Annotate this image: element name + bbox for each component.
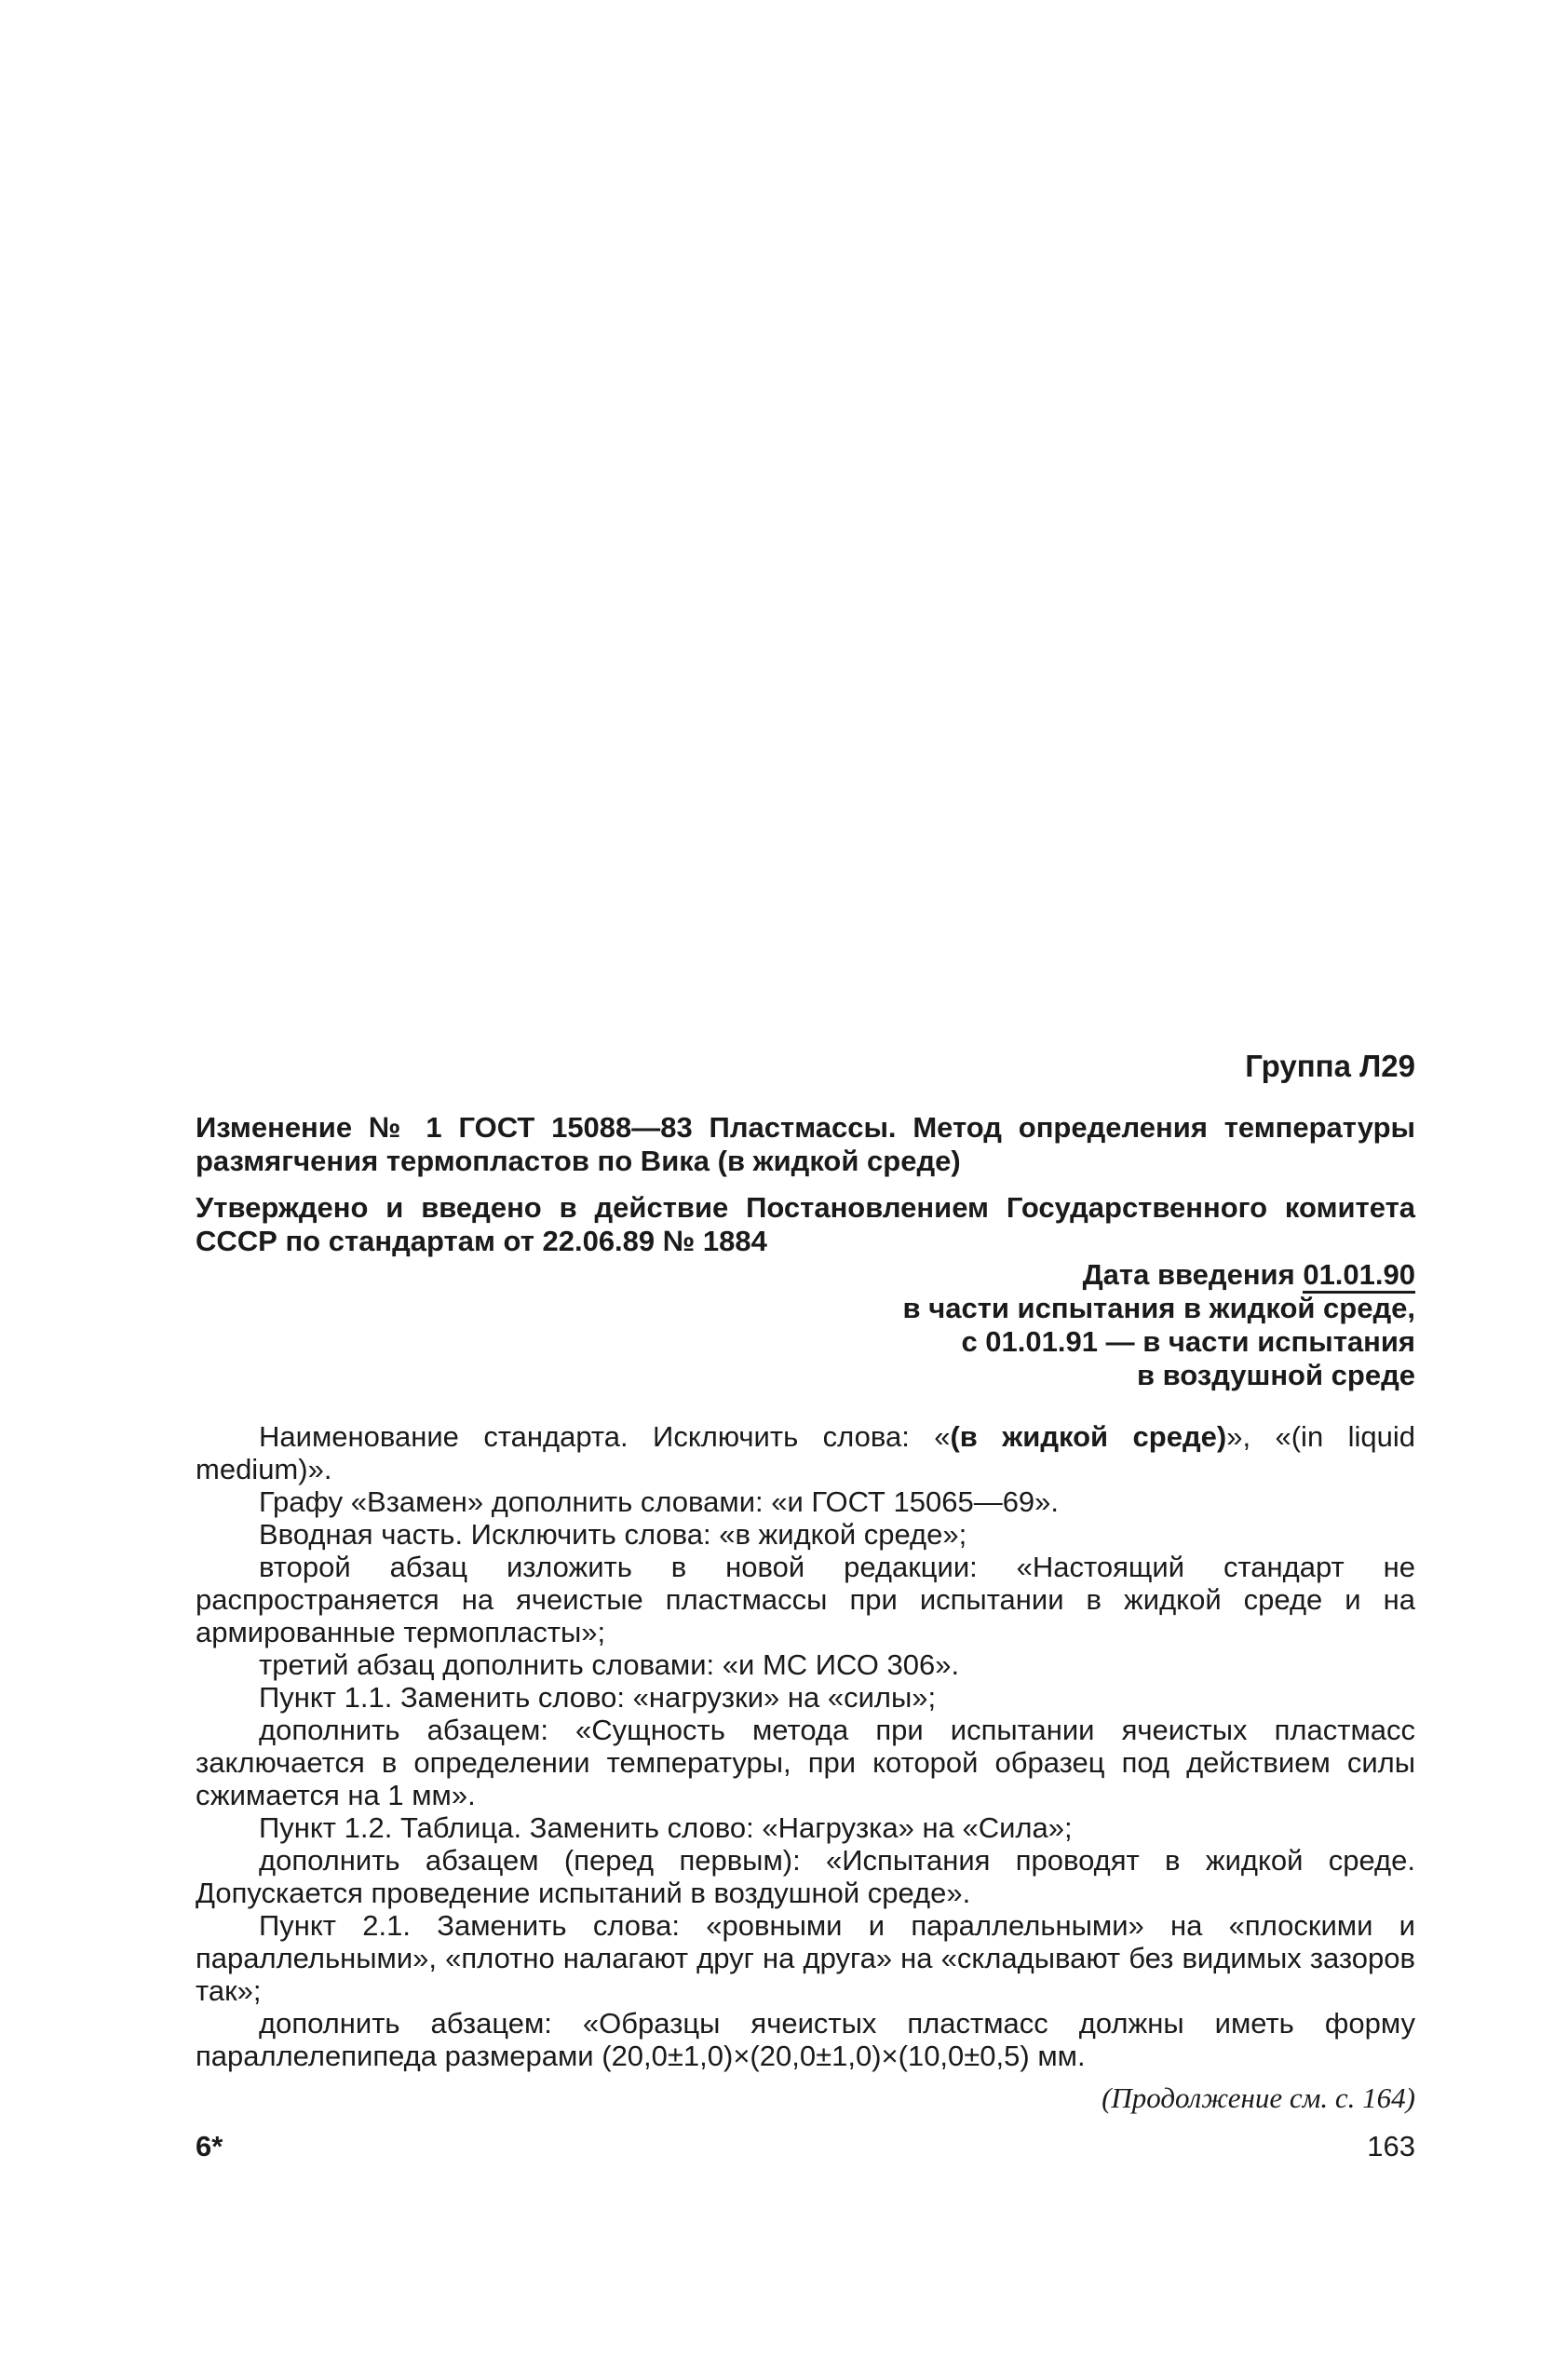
paragraph-clause-2-1-addition: дополнить абзацем: «Образцы ячеистых пластмасс должны иметь форму параллелепипеда размерами (20,0±1,0)×(20,0±1,0)×(10,0±0,5) мм. <box>196 2007 1415 2072</box>
amendment-body <box>196 1420 1415 2072</box>
paragraph-clause-2-1: Пункт 2.1. Заменить слова: «ровными и параллельными» на «плоскими и параллельными», «плотно налагают друг на друга» на «складывают без видимых зазоров так»; <box>196 1909 1415 2007</box>
approval-statement: Утверждено и введено в действие Постановлением Государственного комитета СССР по стандартам от 22.06.89 № 1884 <box>196 1191 1415 1257</box>
signature-mark: 6* <box>196 2130 223 2162</box>
paragraph-clause-1-1-addition: дополнить абзацем: «Сущность метода при испытании ячеистых пластмасс заключается в определении температуры, при которой образец под действием силы сжимается на 1 мм». <box>196 1714 1415 1811</box>
paragraph-text: Наименование стандарта. Исключить слова: « <box>259 1420 951 1453</box>
paragraph-clause-1-1: Пункт 1.1. Заменить слово: «нагрузки» на «силы»; <box>259 1681 937 1714</box>
document-page <box>196 1048 1415 2163</box>
effective-date-value: 01.01.90 <box>1303 1258 1415 1294</box>
paragraph-intro: Вводная часть. Исключить слова: «в жидкой среде»; <box>259 1518 967 1551</box>
paragraph-bold-text: (в жидкой среде) <box>950 1420 1227 1453</box>
paragraph-third-abstract: третий абзац дополнить словами: «и МС ИСО 306». <box>259 1648 960 1681</box>
group-code: Группа Л29 <box>1245 1049 1415 1083</box>
effective-date-note-1: в части испытания в жидкой среде, <box>902 1292 1415 1324</box>
paragraph-replaces: Графу «Взамен» дополнить словами: «и ГОСТ 15065—69». <box>259 1485 1060 1518</box>
page-number: 163 <box>1367 2130 1415 2162</box>
amendment-title: Изменение № 1 ГОСТ 15088—83 Пластмассы. Метод определения температуры размягчения термопластов по Вика (в жидкой среде) <box>196 1111 1415 1177</box>
effective-date-label: Дата введения <box>1082 1258 1295 1291</box>
paragraph-clause-1-2: Пункт 1.2. Таблица. Заменить слово: «Нагрузка» на «Сила»; <box>259 1811 1073 1844</box>
effective-date-note-2: с 01.01.91 — в части испытания <box>961 1325 1415 1358</box>
paragraph-clause-1-2-addition: дополнить абзацем (перед первым): «Испытания проводят в жидкой среде. Допускается проведение испытаний в воздушной среде». <box>196 1844 1415 1909</box>
page-footer <box>196 2130 1415 2163</box>
continued-note: (Продолжение см. с. 164) <box>1102 2081 1415 2114</box>
effective-date-line <box>196 1258 1415 1292</box>
paragraph-second-abstract: второй абзац изложить в новой редакции: «Настоящий стандарт не распространяется на ячеистые пластмассы при испытании в жидкой среде и на армированные термопласты»; <box>196 1551 1415 1648</box>
paragraph-standard-name <box>196 1420 1415 1485</box>
paragraph-text: », «(in liquid medium)». <box>196 1420 1415 1485</box>
effective-date-block <box>196 1258 1415 1392</box>
effective-date-note-3: в воздушной среде <box>1136 1359 1415 1391</box>
